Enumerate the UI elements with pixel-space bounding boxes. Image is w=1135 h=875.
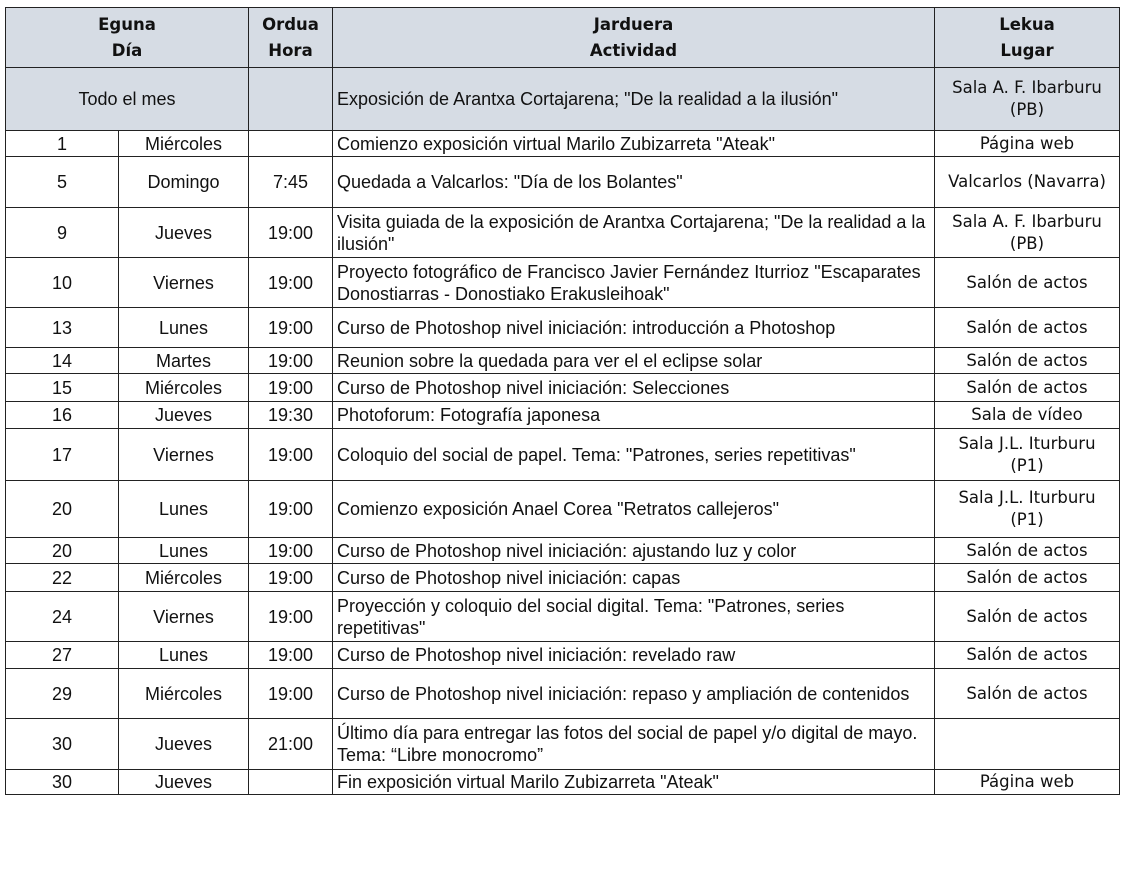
weekday-cell: Viernes	[119, 429, 249, 481]
place-line1: Salón de actos	[966, 272, 1088, 292]
place-line1: Valcarlos (Navarra)	[948, 172, 1106, 191]
activity-cell: Curso de Photoshop nivel iniciación: Selecciones	[333, 374, 935, 402]
place-line2: (PB)	[1009, 233, 1045, 253]
weekday-cell: Lunes	[119, 308, 249, 348]
place-cell	[935, 258, 1120, 308]
all-month-hour	[249, 68, 333, 131]
weekday-cell: Lunes	[119, 538, 249, 564]
header-place-eu: Lekua	[999, 14, 1055, 34]
hour-cell	[249, 770, 333, 795]
hour-cell: 19:00	[249, 481, 333, 538]
day-number-cell: 20	[6, 481, 119, 538]
all-month-place-line1: Sala A. F. Ibarburu	[952, 78, 1102, 97]
header-hour	[249, 8, 333, 68]
place-cell	[935, 429, 1120, 481]
place-cell	[935, 564, 1120, 592]
place-line1: Página web	[979, 133, 1075, 153]
place-line1: Salón de actos	[966, 683, 1088, 703]
place-cell	[935, 481, 1120, 538]
table-row	[6, 374, 1120, 402]
table-row	[6, 642, 1120, 669]
all-month-label: Todo el mes	[6, 68, 249, 131]
place-line1: Sala de vídeo	[971, 405, 1083, 424]
header-hour-eu: Ordua	[262, 14, 319, 34]
day-number-cell: 15	[6, 374, 119, 402]
place-cell	[935, 402, 1120, 429]
table-row	[6, 157, 1120, 208]
place-line1: Salón de actos	[966, 645, 1088, 664]
place-line1: Página web	[979, 772, 1075, 791]
activity-cell: Fin exposición virtual Marilo Zubizarreta "Ateak"	[333, 770, 935, 795]
hour-cell: 19:00	[249, 538, 333, 564]
weekday-cell: Jueves	[119, 770, 249, 795]
place-line1: Sala J.L. Iturburu	[958, 488, 1096, 507]
hour-cell: 19:00	[249, 208, 333, 258]
header-activity-eu: Jarduera	[593, 14, 674, 34]
hour-cell: 19:30	[249, 402, 333, 429]
place-cell	[935, 157, 1120, 208]
place-cell	[935, 208, 1120, 258]
header-day-eu: Eguna	[98, 14, 156, 34]
table-row	[6, 592, 1120, 642]
day-number-cell: 27	[6, 642, 119, 669]
all-month-activity: Exposición de Arantxa Cortajarena; "De la realidad a la ilusión"	[333, 68, 935, 131]
day-number-cell: 30	[6, 770, 119, 795]
place-cell	[935, 642, 1120, 669]
place-line2: (P1)	[1010, 455, 1044, 475]
header-place	[935, 8, 1120, 68]
day-number-cell: 20	[6, 538, 119, 564]
activity-cell: Curso de Photoshop nivel iniciación: ajustando luz y color	[333, 538, 935, 564]
place-line2: (P1)	[1010, 510, 1044, 529]
place-line1: Salón de actos	[966, 540, 1088, 560]
table-row	[6, 208, 1120, 258]
all-month-place-line2: (PB)	[1009, 100, 1045, 119]
header-place-es: Lugar	[1000, 40, 1054, 60]
day-number-cell: 24	[6, 592, 119, 642]
hour-cell: 19:00	[249, 669, 333, 719]
table-row	[6, 770, 1120, 795]
schedule-table	[5, 7, 1120, 795]
table-row	[6, 481, 1120, 538]
place-line1: Salón de actos	[966, 606, 1088, 626]
hour-cell: 19:00	[249, 429, 333, 481]
day-number-cell: 14	[6, 348, 119, 374]
hour-cell: 19:00	[249, 374, 333, 402]
place-cell	[935, 308, 1120, 348]
place-cell	[935, 592, 1120, 642]
day-number-cell: 9	[6, 208, 119, 258]
header-day	[6, 8, 249, 68]
day-number-cell: 5	[6, 157, 119, 208]
header-activity	[333, 8, 935, 68]
activity-cell: Curso de Photoshop nivel iniciación: revelado raw	[333, 642, 935, 669]
table-row	[6, 719, 1120, 770]
table-row	[6, 429, 1120, 481]
hour-cell: 7:45	[249, 157, 333, 208]
activity-cell: Comienzo exposición virtual Marilo Zubizarreta "Ateak"	[333, 131, 935, 157]
table-row	[6, 402, 1120, 429]
header-hour-es: Hora	[268, 40, 313, 60]
weekday-cell: Viernes	[119, 258, 249, 308]
day-number-cell: 17	[6, 429, 119, 481]
table-row	[6, 348, 1120, 374]
table-body	[6, 68, 1120, 795]
activity-cell: Proyección y coloquio del social digital. Tema: "Patrones, series repetitivas"	[333, 592, 935, 642]
hour-cell: 21:00	[249, 719, 333, 770]
table-row	[6, 131, 1120, 157]
weekday-cell: Jueves	[119, 719, 249, 770]
activity-cell: Curso de Photoshop nivel iniciación: introducción a Photoshop	[333, 308, 935, 348]
day-number-cell: 13	[6, 308, 119, 348]
all-month-place	[935, 68, 1120, 131]
place-line1: Salón de actos	[966, 350, 1088, 370]
table-row-all-month	[6, 68, 1120, 131]
weekday-cell: Lunes	[119, 642, 249, 669]
table-row	[6, 669, 1120, 719]
weekday-cell: Viernes	[119, 592, 249, 642]
activity-cell: Curso de Photoshop nivel iniciación: repaso y ampliación de contenidos	[333, 669, 935, 719]
place-cell	[935, 374, 1120, 402]
hour-cell: 19:00	[249, 564, 333, 592]
weekday-cell: Jueves	[119, 402, 249, 429]
place-cell	[935, 669, 1120, 719]
place-line1: Salón de actos	[966, 567, 1088, 587]
weekday-cell: Miércoles	[119, 669, 249, 719]
activity-cell: Reunion sobre la quedada para ver el el eclipse solar	[333, 348, 935, 374]
place-line1: Salón de actos	[966, 317, 1088, 337]
activity-cell: Quedada a Valcarlos: "Día de los Bolantes"	[333, 157, 935, 208]
activity-cell: Photoforum: Fotografía japonesa	[333, 402, 935, 429]
day-number-cell: 30	[6, 719, 119, 770]
weekday-cell: Martes	[119, 348, 249, 374]
hour-cell	[249, 131, 333, 157]
place-line1: Sala A. F. Ibarburu	[952, 211, 1102, 231]
day-number-cell: 16	[6, 402, 119, 429]
table-row	[6, 308, 1120, 348]
weekday-cell: Domingo	[119, 157, 249, 208]
place-line1: Sala J.L. Iturburu	[958, 433, 1096, 453]
weekday-cell: Miércoles	[119, 374, 249, 402]
hour-cell: 19:00	[249, 308, 333, 348]
activity-cell: Coloquio del social de papel. Tema: "Patrones, series repetitivas"	[333, 429, 935, 481]
day-number-cell: 22	[6, 564, 119, 592]
place-cell	[935, 719, 1120, 770]
weekday-cell: Jueves	[119, 208, 249, 258]
table-row	[6, 258, 1120, 308]
place-line1: Salón de actos	[966, 377, 1088, 397]
activity-cell: Curso de Photoshop nivel iniciación: capas	[333, 564, 935, 592]
weekday-cell: Miércoles	[119, 131, 249, 157]
hour-cell: 19:00	[249, 348, 333, 374]
place-cell	[935, 131, 1120, 157]
place-cell	[935, 348, 1120, 374]
header-activity-es: Actividad	[589, 40, 678, 60]
activity-cell: Proyecto fotográfico de Francisco Javier Fernández Iturrioz "Escaparates Donostiarras - Donostiako Erakusleihoak"	[333, 258, 935, 308]
activity-cell: Visita guiada de la exposición de Arantxa Cortajarena; "De la realidad a la ilusión"	[333, 208, 935, 258]
day-number-cell: 29	[6, 669, 119, 719]
hour-cell: 19:00	[249, 592, 333, 642]
place-cell	[935, 538, 1120, 564]
table-row	[6, 538, 1120, 564]
weekday-cell: Lunes	[119, 481, 249, 538]
activity-cell: Comienzo exposición Anael Corea "Retratos callejeros"	[333, 481, 935, 538]
weekday-cell: Miércoles	[119, 564, 249, 592]
table-header	[6, 8, 1120, 68]
place-cell	[935, 770, 1120, 795]
hour-cell: 19:00	[249, 642, 333, 669]
day-number-cell: 1	[6, 131, 119, 157]
header-day-es: Día	[111, 40, 143, 60]
hour-cell: 19:00	[249, 258, 333, 308]
day-number-cell: 10	[6, 258, 119, 308]
table-row	[6, 564, 1120, 592]
activity-cell: Último día para entregar las fotos del social de papel y/o digital de mayo. Tema: “Libre monocromo”	[333, 719, 935, 770]
